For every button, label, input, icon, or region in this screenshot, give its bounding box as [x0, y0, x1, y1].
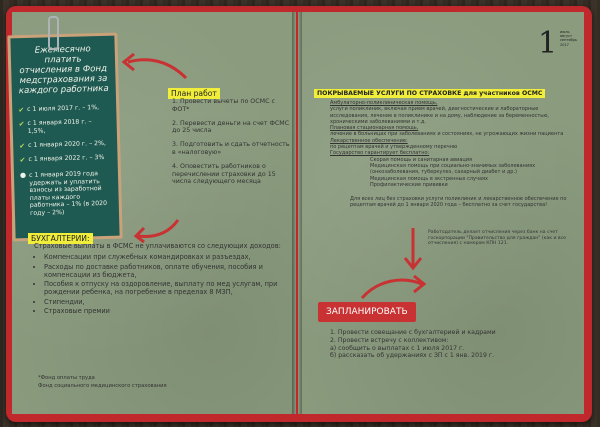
footnote: Фонд социального медицинского страхования [38, 383, 167, 389]
red-arrow-icon [120, 48, 190, 82]
list-item: • Страховые премии [44, 307, 284, 315]
coverage-line: лечение в больницах при заболеваниях и состояниях, не угрожающих жизни пациента [330, 131, 564, 138]
coverage-line: Лекарственное обеспечение: [330, 137, 408, 144]
list-item: ✔ с 1 января 2020 г. – 2%, [19, 139, 106, 151]
coverage-title: ПОКРЫВАЕМЫЕ УСЛУГИ ПО СТРАХОВКЕ для участников ОСМС [314, 80, 545, 99]
accounting-section [34, 242, 284, 316]
red-arrow-icon [358, 272, 428, 302]
coverage-section [330, 100, 578, 209]
footnote: *Фонд оплаты труда [38, 375, 95, 381]
page-fold [292, 12, 302, 414]
chalkboard-card [7, 33, 122, 242]
coverage-line: Профилактические прививки [370, 181, 448, 188]
list-item: 1. Провести совещание с бухгалтерией и кадрами [330, 329, 496, 336]
list-item: 2. Провести встречу с коллективом: [330, 336, 449, 344]
plan-title: План работ [168, 81, 220, 100]
list-item: а) сообщить о выплатах с 1 июля 2017 г. [330, 344, 465, 352]
coverage-line: Медицинская помощь в экстренных случаях [370, 175, 488, 182]
list-item: • Компенсации при служебных командировках и разъездах, [44, 253, 284, 261]
list-item: ✔ с 1 января 2018 г. – 1,5%, [18, 118, 92, 135]
coverage-line: Амбулаторно-поликлиническая помощь, [330, 100, 438, 106]
check-icon: ✔ [18, 120, 25, 129]
coverage-line: услуги поликлиник, включая прием врачей, диагностические и лабораторные исследования, лечение в поликлинике и на дому, наблюдение за беременностью, хроническими заболеваниями и т.д. [330, 106, 550, 125]
coverage-line: Медицинская помощь при социально-значимых заболеваниях (онкозаболевания, туберкулез, сахарный диабет и др.) [370, 162, 536, 176]
list-item: 1. Провести вычеты по ОСМС с ФОТ* [172, 98, 275, 113]
rate-list [18, 104, 111, 164]
page-number: 1 [538, 26, 558, 61]
coverage-line: Плановая стационарная помощь, [330, 125, 419, 132]
list-item: 4. Оповестить работников о перечислении страховки до 15 числа следующего месяца [172, 162, 276, 186]
check-icon: ✔ [18, 106, 25, 115]
list-item: 2. Перевести деньги на счет ФСМС до 25 числа [172, 119, 290, 135]
paperclip-icon [48, 16, 59, 50]
plan-list [172, 98, 292, 192]
red-arrow-icon [132, 214, 182, 244]
footnotes [38, 374, 167, 390]
list-item: • Пособия к отпуску на оздоровление, выплату по мед услугам, при рождении ребенка, на погребение в пределах 8 МЗП, [44, 280, 284, 297]
plan-steps [330, 329, 570, 360]
list-item: 3. Подготовить и сдать отчетность в «налоговую» [172, 141, 290, 156]
accounting-title: БУХГАЛТЕРИИ: [28, 226, 93, 245]
coverage-footer: Для всех лиц без страховки услуги поликлиник и лекарственное обеспечение по рецептам врачей до 1 января 2020 года – бесплатно за счет государства! [350, 196, 567, 209]
plan-banner: ЗАПЛАНИРОВАТЬ [318, 302, 416, 322]
list-item: б) рассказать об удержаниях с ЗП с 1 янв. 2019 г. [330, 352, 495, 360]
list-item: • Расходы по доставке работников, оплате обучения, пособия и компенсации из бюджета, [44, 263, 284, 280]
check-icon: ✔ [19, 156, 26, 165]
list-item: • Стипендии, [44, 298, 284, 306]
employer-note: Работодатель делает отчисления через банк на счет госкорпорации "Правительство для граждан" (как и все отчисления) с номером КПН 121. [428, 230, 566, 247]
coverage-line: Государство гарантирует бесплатно: [330, 150, 430, 157]
list-item: ✔ с 1 июля 2017 г. – 1%, [18, 104, 100, 115]
page-date: июль август сентябрь 2017 [560, 30, 577, 47]
accounting-intro: Страховые выплаты в ФСМС не уплачиваются со следующих доходов: [34, 242, 281, 250]
red-arrow-icon [400, 226, 426, 272]
exemption-list [34, 253, 284, 315]
coverage-line: Скорая помощь и санитарная авиация [370, 156, 473, 163]
chalkboard-heading: Ежемесячно платить отчисления в Фонд медстрахования за каждого работника [18, 44, 109, 97]
bullet-icon: ● [19, 171, 27, 180]
coverage-line: по рецептам врачей и утвержденному перечню [330, 144, 458, 151]
chalkboard-note: ● с 1 января 2019 года удержать и уплатить взносы из заработной платы каждого работника – 1% (в 2020 году – 2%) [19, 170, 108, 217]
check-icon: ✔ [19, 142, 26, 151]
list-item: ✔ с 1 января 2022 г. – 3% [19, 153, 105, 165]
